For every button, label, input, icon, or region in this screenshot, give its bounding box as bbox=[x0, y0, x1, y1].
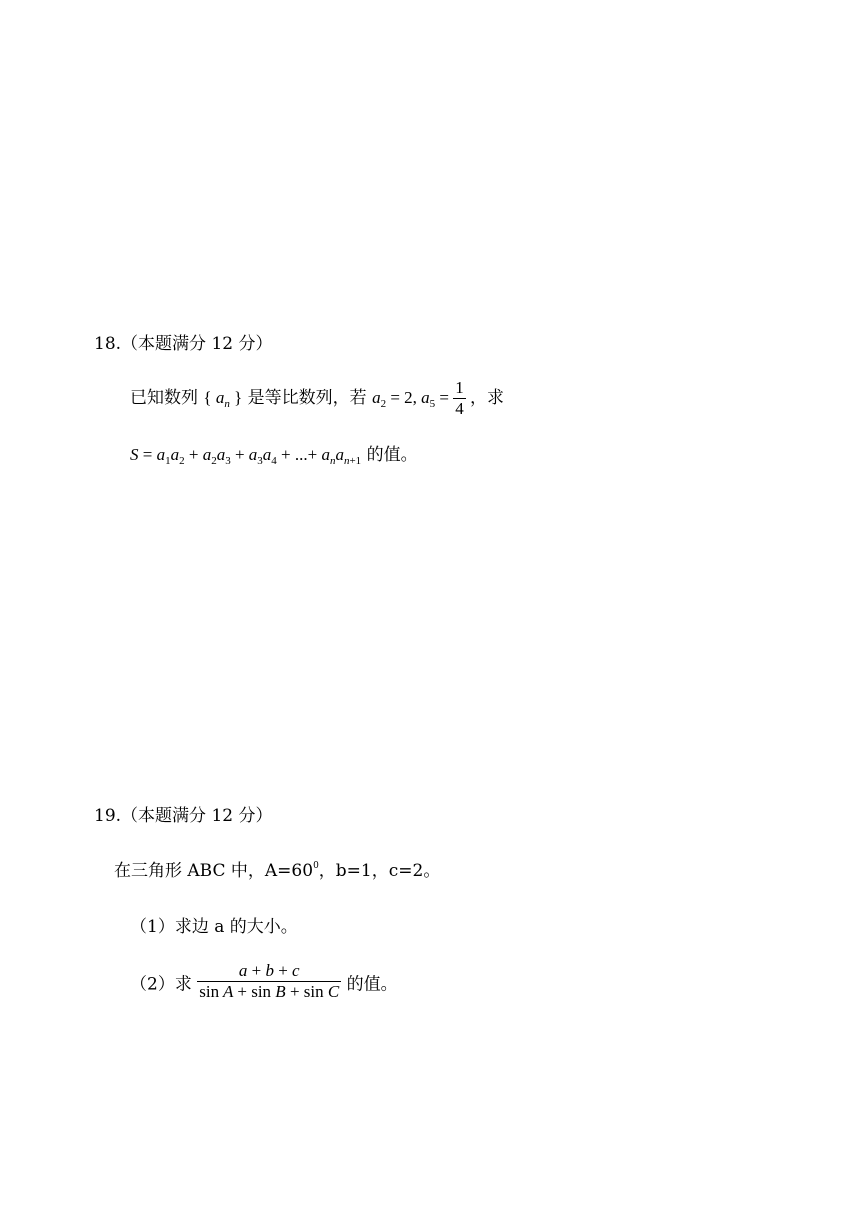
q19-stem-text-2: ，b=1，c=2。 bbox=[318, 861, 441, 881]
q18-text-4: 的值。 bbox=[366, 445, 418, 465]
q18-sequence: { $a_n$ } bbox=[203, 387, 243, 410]
q18-sum-expression bbox=[130, 440, 418, 467]
q19-part-1: （1）求边 a 的大小。 bbox=[130, 917, 298, 937]
q19-fraction: $\frac{a + b + c}{\text{sin A + sin B + sin C}}$ bbox=[199, 961, 340, 1002]
q19-part-2-prefix: （2）求 bbox=[130, 974, 192, 995]
q18-sum-formula: $S = a_1a_2 + a_2a_3 + a_3a_4$ + ...+ $a_na_{n+1}$ bbox=[130, 445, 362, 467]
q19-part-2 bbox=[130, 961, 398, 1003]
q19-stem bbox=[114, 856, 440, 881]
q19-header: 19.（本题满分 12 分） bbox=[94, 806, 273, 826]
q18-given-values: $a_2 = 2$, $a_5$ = $\frac{1}{4}$ bbox=[372, 378, 464, 419]
q18-text-3: ，求 bbox=[470, 387, 504, 408]
q19-part-2-suffix: 的值。 bbox=[346, 974, 398, 995]
q19-degree: 0 bbox=[313, 861, 319, 871]
q19-stem-text: 在三角形 ABC 中，A=60 bbox=[114, 861, 314, 881]
q18-header: 18.（本题满分 12 分） bbox=[94, 334, 273, 354]
q18-text-2: 是等比数列，若 bbox=[247, 387, 367, 408]
q18-text-1: 已知数列 bbox=[130, 387, 198, 408]
q18-fraction: $\frac{1}{4}$ bbox=[455, 378, 464, 419]
q18-condition bbox=[130, 378, 504, 420]
